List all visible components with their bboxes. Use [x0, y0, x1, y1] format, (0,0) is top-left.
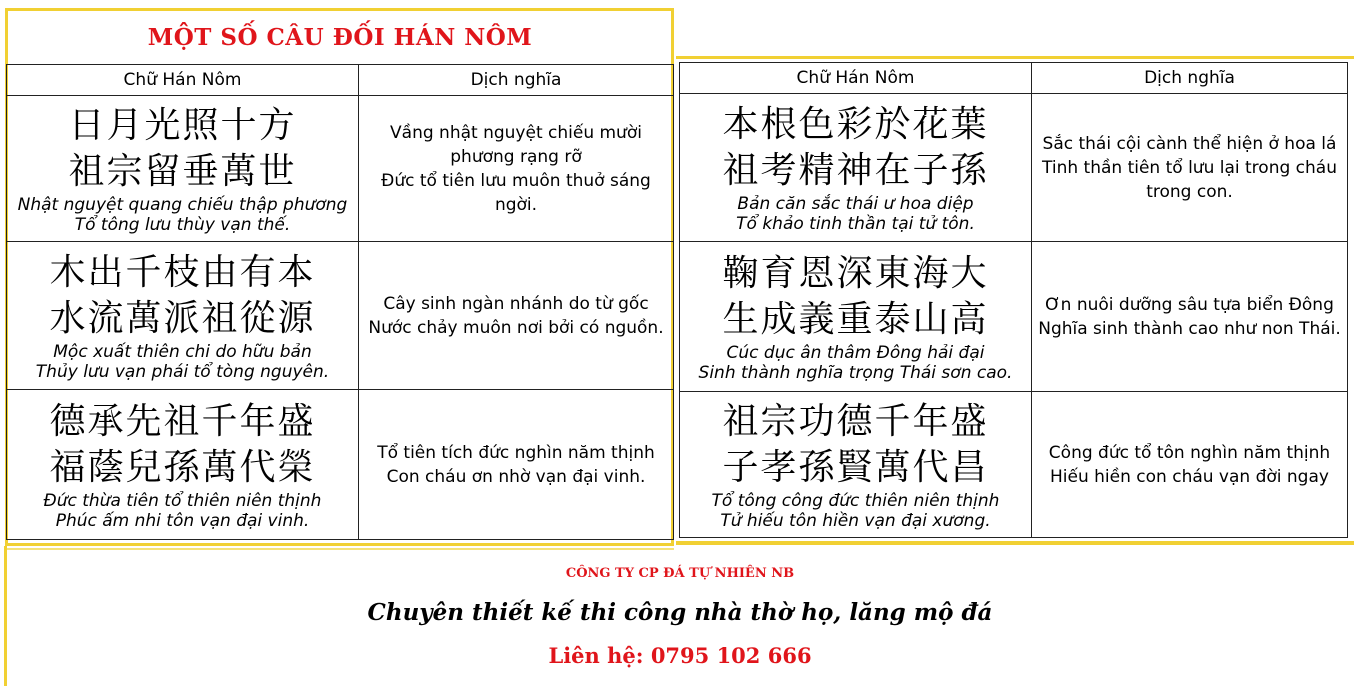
divider-line — [6, 548, 674, 550]
page-title: MỘT SỐ CÂU ĐỐI HÁN NÔM — [147, 24, 533, 51]
column-header-han-nom: Chữ Hán Nôm — [7, 65, 359, 96]
meaning-line: Nước chảy muôn nơi bởi có nguồn. — [368, 317, 664, 338]
han-line-1: 祖宗功德千年盛 — [722, 400, 989, 442]
transliteration-line-2: Tổ khảo tinh thần tại tử tôn. — [736, 213, 975, 234]
han-nom-cell — [680, 392, 1032, 538]
company-name: CÔNG TY CP ĐÁ TỰ NHIÊN NB — [565, 566, 795, 581]
transliteration-line-1: Nhật nguyệt quang chiếu thập phương — [17, 194, 348, 215]
transliteration-line-2: Sinh thành nghĩa trọng Thái sơn cao. — [698, 362, 1013, 383]
meaning-line: Con cháu ơn nhờ vạn đại vinh. — [386, 466, 646, 487]
meaning-line: Cây sinh ngàn nhánh do từ gốc — [383, 293, 649, 314]
meaning-line: Tinh thần tiên tổ lưu lại trong cháu — [1042, 157, 1337, 178]
han-line-2: 祖考精神在子孫 — [722, 149, 989, 191]
han-line-2: 生成義重泰山高 — [722, 298, 989, 340]
han-line-1: 木出千枝由有本 — [49, 251, 316, 293]
han-nom-cell — [680, 94, 1032, 242]
transliteration-line-2: Phúc ấm nhi tôn vạn đại vinh. — [55, 510, 310, 531]
meaning-cell — [1032, 94, 1348, 242]
contact-phone: Liên hệ: 0795 102 666 — [548, 643, 812, 668]
table-row — [680, 242, 1348, 392]
han-nom-cell — [7, 242, 359, 390]
right-panel-bottom-border — [676, 541, 1354, 545]
table-header-row — [680, 63, 1348, 94]
transliteration-line-2: Tử hiếu tôn hiền vạn đại xương. — [720, 510, 991, 531]
meaning-line: ngời. — [494, 194, 538, 215]
right-couplet-table — [679, 62, 1348, 538]
meaning-cell — [359, 390, 674, 540]
column-header-han-nom: Chữ Hán Nôm — [680, 63, 1032, 94]
han-line-2: 子孝孫賢萬代昌 — [722, 446, 989, 488]
meaning-line: Nghĩa sinh thành cao như non Thái. — [1038, 318, 1341, 339]
transliteration-line-1: Đức thừa tiên tổ thiên niên thịnh — [43, 490, 322, 511]
meaning-line: trong con. — [1146, 181, 1233, 202]
table-row — [7, 390, 674, 540]
transliteration-line-1: Cúc dục ân thâm Đông hải đại — [726, 342, 985, 363]
table-row — [7, 242, 674, 390]
meaning-line: Công đức tổ tôn nghìn năm thịnh — [1048, 442, 1331, 463]
han-nom-cell — [7, 96, 359, 242]
table-row — [7, 96, 674, 242]
column-header-meaning: Dịch nghĩa — [1032, 63, 1348, 94]
meaning-cell — [1032, 392, 1348, 538]
meaning-line: Vầng nhật nguyệt chiếu mười — [390, 122, 642, 143]
meaning-line: Sắc thái cội cành thể hiện ở hoa lá — [1042, 133, 1337, 154]
meaning-line: Tổ tiên tích đức nghìn năm thịnh — [377, 442, 655, 463]
meaning-line: phương rạng rỡ — [450, 146, 582, 167]
meaning-cell — [359, 242, 674, 390]
han-line-1: 本根色彩於花葉 — [722, 103, 989, 145]
meaning-cell — [1032, 242, 1348, 392]
transliteration-line-2: Tổ tông lưu thùy vạn thế. — [74, 214, 291, 235]
han-line-1: 日月光照十方 — [68, 104, 297, 146]
transliteration-line-1: Mộc xuất thiên chi do hữu bản — [53, 341, 312, 362]
meaning-line: Hiếu hiền con cháu vạn đời ngay — [1050, 466, 1329, 487]
transliteration-line-1: Tổ tông công đức thiên niên thịnh — [711, 490, 1000, 511]
han-line-1: 德承先祖千年盛 — [49, 400, 316, 442]
han-line-2: 祖宗留垂萬世 — [68, 150, 297, 192]
left-couplet-table — [6, 64, 674, 540]
han-nom-cell — [680, 242, 1032, 392]
column-header-meaning: Dịch nghĩa — [359, 65, 674, 96]
meaning-cell — [359, 96, 674, 242]
meaning-line: Đức tổ tiên lưu muôn thuở sáng — [381, 170, 651, 191]
han-line-1: 鞠育恩深東海大 — [722, 252, 989, 294]
meaning-line: Ơn nuôi dưỡng sâu tựa biển Đông — [1045, 294, 1334, 315]
table-row — [680, 94, 1348, 242]
transliteration-line-2: Thủy lưu vạn phái tổ tòng nguyên. — [35, 361, 330, 382]
han-line-2: 水流萬派祖從源 — [49, 297, 316, 339]
table-row — [680, 392, 1348, 538]
right-panel-top-border — [676, 56, 1354, 59]
transliteration-line-1: Bản căn sắc thái ư hoa diệp — [737, 193, 974, 214]
han-line-2: 福蔭兒孫萬代榮 — [49, 446, 316, 488]
company-slogan: Chuyên thiết kế thi công nhà thờ họ, lăng mộ đá — [367, 599, 993, 626]
han-nom-cell — [7, 390, 359, 540]
table-header-row — [7, 65, 674, 96]
